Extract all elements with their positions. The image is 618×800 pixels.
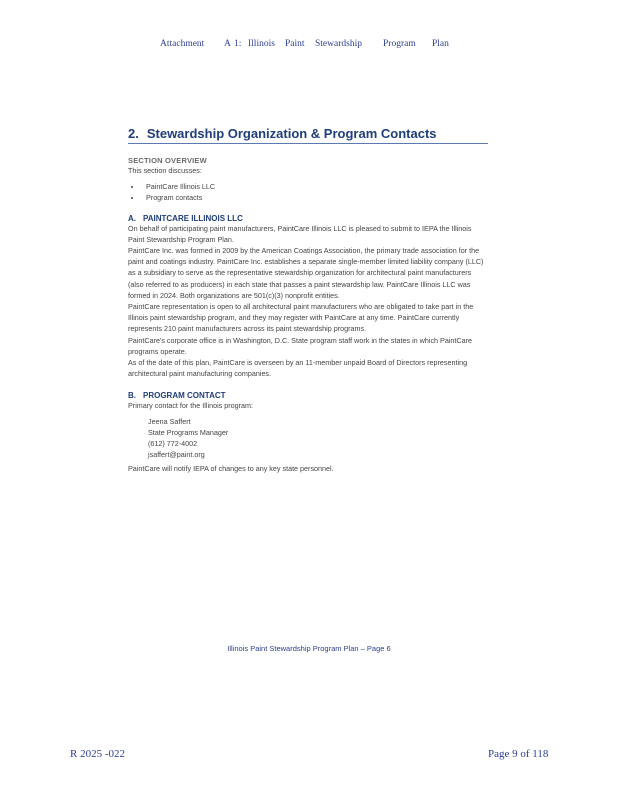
section-bullet-list [128,181,488,203]
subsection-a-heading [128,214,488,223]
subsection-a-letter: A. [128,213,136,223]
attachment-header-word: Plan [432,39,449,49]
contact-block [128,416,488,461]
contact-name: Jeena Saffert [148,416,191,426]
paragraph: PaintCare Inc. was formed in 2009 by the American Coatings Association, the primary trade association for the paint and coatings industry. PaintCare Inc. establishes a separate single-member limited liability company (LLC) as a subsidiary to serve as the representative stewardship organization for architectural paint manufacturers (also referred to as producers) in each state that passes a paint stewardship law. PaintCare Illinois LLC was formed in 2024. Both organizations are 501(c)(3) nonprofit entities. [128,246,484,300]
page-content [128,126,488,475]
contact-role: State Programs Manager [148,427,229,437]
attachment-header-word: Illinois [248,39,275,49]
contact-phone: (612) 772-4002 [148,439,198,449]
inner-page-footer: Illinois Paint Stewardship Program Plan – Page 6 [227,644,391,653]
subsection-b-letter: B. [128,391,136,401]
subsection-b-title: PROGRAM CONTACT [143,391,226,401]
attachment-header-word: A [224,39,231,49]
subsection-b-heading [128,391,488,400]
closing-note: PaintCare will notify IEPA of changes to any key state personnel. [128,464,334,474]
contact-email: jsaffert@paint.org [148,450,205,460]
page-number: Page 9 of 118 [488,748,549,760]
section-overview-label: SECTION OVERVIEW [128,156,207,165]
attachment-header-word: Stewardship [315,39,362,49]
section-number: 2. [128,126,139,141]
section-title-text: Stewardship Organization & Program Contacts [146,126,437,141]
subsection-a-title: PAINTCARE ILLINOIS LLC [143,213,243,223]
program-contact-intro: Primary contact for the Illinois program: [128,401,254,411]
attachment-header-word: Attachment [160,39,205,49]
docket-number: R 2025 -022 [70,748,125,760]
list-item: • Program contacts [142,192,488,203]
list-item: • PaintCare Illinois LLC [142,181,488,192]
attachment-header-word: Paint [285,39,305,49]
paragraph: PaintCare's corporate office is in Washington, D.C. State program staff work in the states in which PaintCare programs operate. [128,335,473,356]
paragraph: As of the date of this plan, PaintCare is overseen by an 11-member unpaid Board of Directors representing architectural paint manufacturing companies. [128,358,468,379]
attachment-header-word: Program [383,39,416,49]
section-title [128,126,488,144]
paragraph: On behalf of participating paint manufacturers, PaintCare Illinois LLC is pleased to submit to IEPA the Illinois Paint Stewardship Program Plan. [128,223,472,244]
section-intro: This section discusses: [128,166,202,175]
paragraph: PaintCare representation is open to all architectural paint manufacturers who are obligated to take part in the Illinois paint stewardship program, and they may register with PaintCare at any time. PaintCare currently represents 210 paint manufacturers across its paint stewardship programs. [128,302,474,334]
attachment-header-word: 1: [234,39,242,49]
